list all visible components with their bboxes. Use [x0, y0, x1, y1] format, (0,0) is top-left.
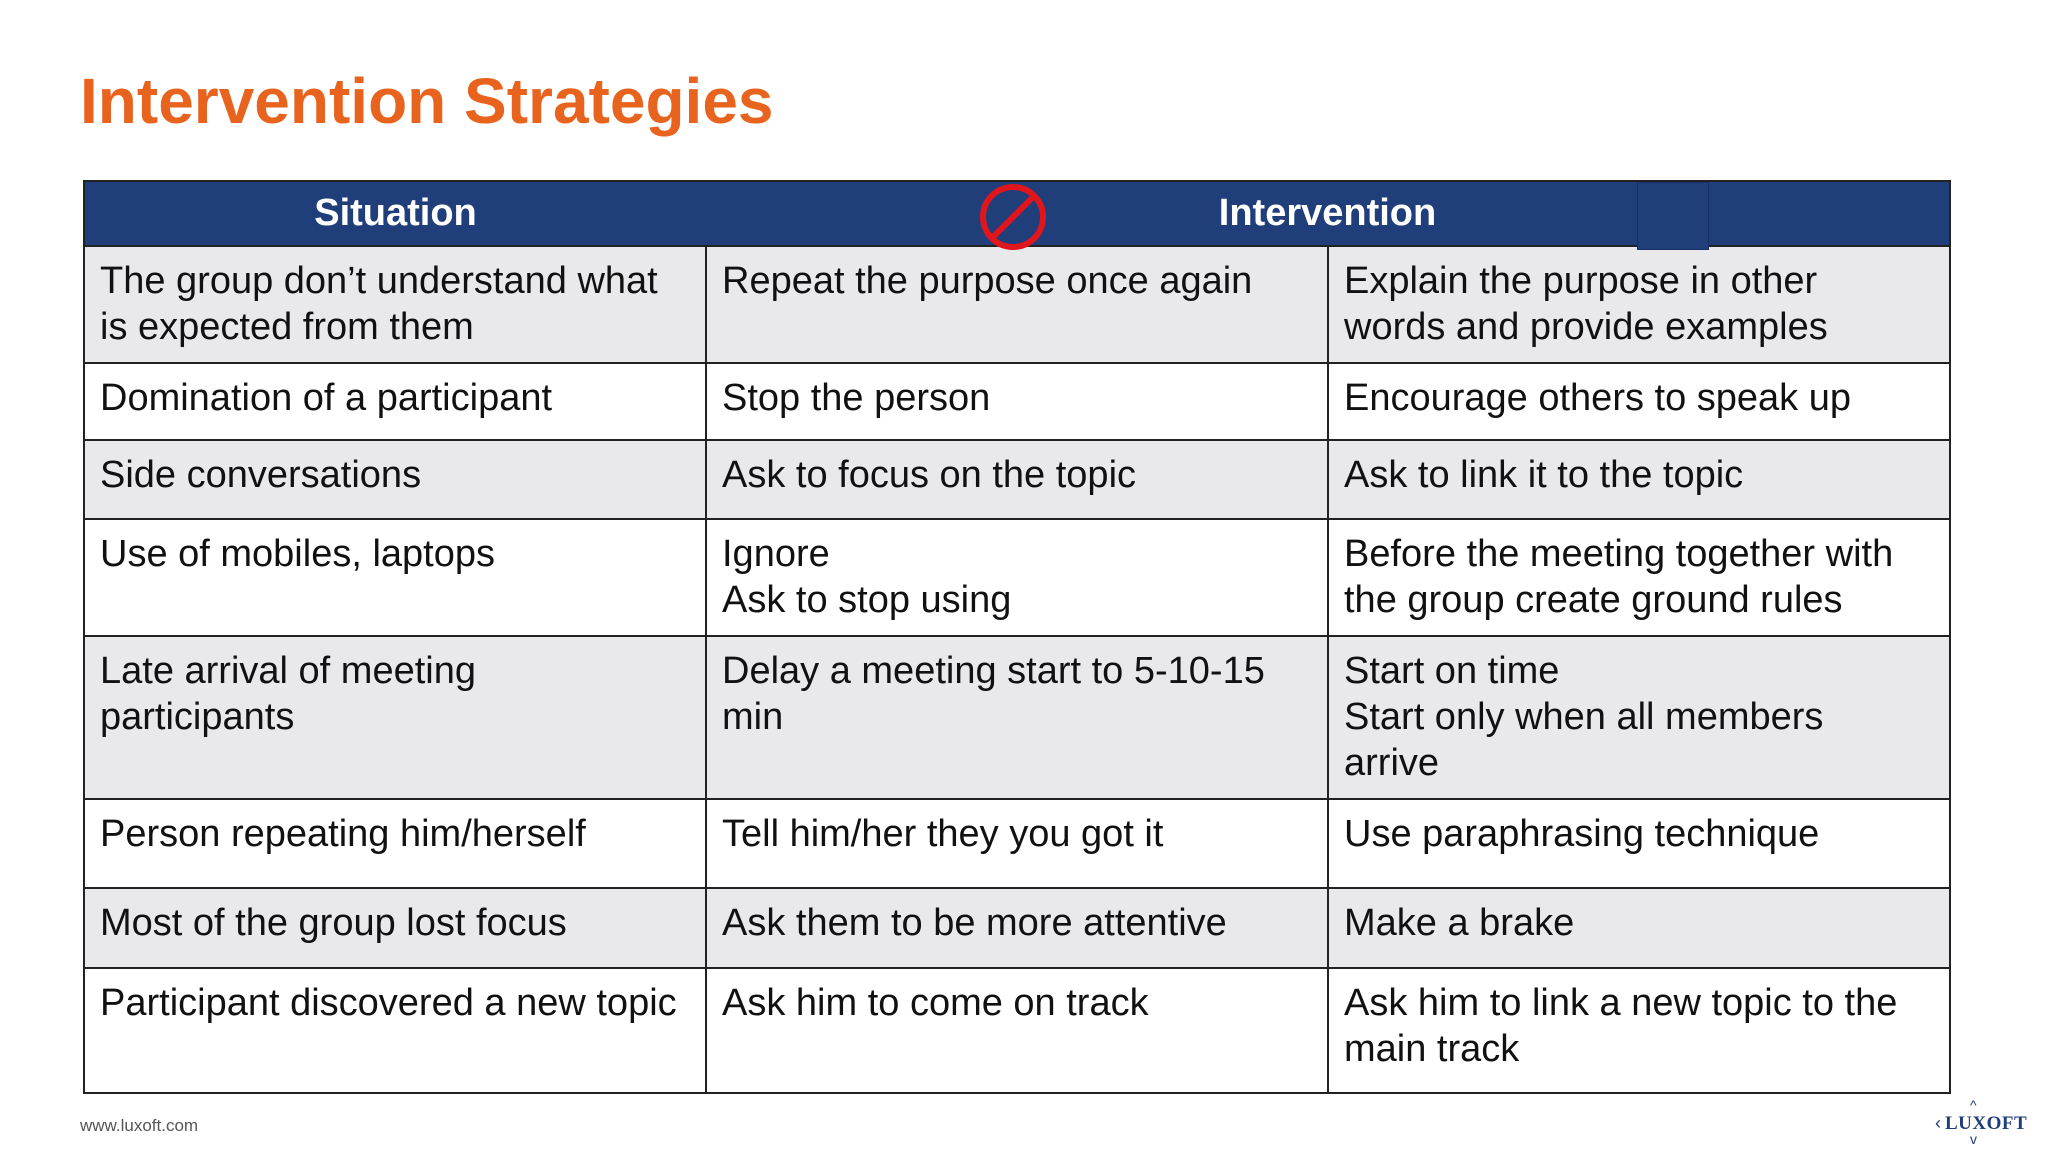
header-situation: Situation	[84, 181, 706, 246]
table-cell-situation	[84, 363, 706, 440]
table-cell-situation	[84, 888, 706, 968]
cell-text-line: Person repeating him/herself	[100, 813, 586, 855]
table-cell-situation	[84, 799, 706, 888]
cell-text-line: Start on time	[1344, 650, 1560, 692]
cell-text-line: Late arrival of meeting	[100, 650, 476, 692]
table-cell-do	[1328, 246, 1950, 363]
table-cell-do	[1328, 440, 1950, 519]
cell-text-line: Start only when all members	[1344, 696, 1824, 738]
cell-text-line: Explain the purpose in other	[1344, 260, 1818, 302]
logo-chevron-left-icon: ‹	[1935, 1113, 1941, 1133]
cell-text-line: Repeat the purpose once again	[722, 260, 1253, 302]
cell-text-line: Stop the person	[722, 377, 991, 419]
table-row	[84, 246, 1950, 363]
cell-text-line: Ask to stop using	[722, 579, 1012, 621]
table-cell-do	[1328, 968, 1950, 1093]
cell-text-line: Ask them to be more attentive	[722, 902, 1227, 944]
cell-text-line: participants	[100, 696, 295, 738]
table-row	[84, 440, 1950, 519]
cell-text-line: Ignore	[722, 533, 830, 575]
table-cell-dont	[706, 968, 1328, 1093]
cell-text-line: Make a brake	[1344, 902, 1575, 944]
no-symbol-icon	[978, 182, 1048, 252]
table-cell-do	[1328, 888, 1950, 968]
cell-text-line: Ask him to link a new topic to the	[1344, 982, 1898, 1024]
table-row	[84, 519, 1950, 636]
table-cell-dont	[706, 799, 1328, 888]
intervention-table	[83, 180, 1951, 1094]
logo-chevron-up-icon: ^	[1970, 1097, 1977, 1113]
cell-text-line: the group create ground rules	[1344, 579, 1843, 621]
cell-text-line: The group don’t understand what	[100, 260, 658, 302]
header-intervention: Intervention	[706, 181, 1950, 246]
table-row	[84, 636, 1950, 799]
table-cell-dont	[706, 246, 1328, 363]
cell-text-line: words and provide examples	[1344, 306, 1828, 348]
cell-text-line: Ask to link it to the topic	[1344, 454, 1744, 496]
cell-text-line: Use paraphrasing technique	[1344, 813, 1820, 855]
table-cell-do	[1328, 636, 1950, 799]
table-cell-situation	[84, 246, 706, 363]
table-cell-dont	[706, 888, 1328, 968]
cell-text-line: Tell him/her they you got it	[722, 813, 1164, 855]
cell-text-line: Before the meeting together with	[1344, 533, 1894, 575]
table-cell-dont	[706, 636, 1328, 799]
table-row	[84, 363, 1950, 440]
table-cell-dont	[706, 519, 1328, 636]
cell-text-line: min	[722, 696, 784, 738]
cell-text-line: Encourage others to speak up	[1344, 377, 1852, 419]
header-placeholder-box	[1637, 182, 1709, 250]
cell-text-line: Ask him to come on track	[722, 982, 1149, 1024]
table-cell-do	[1328, 799, 1950, 888]
table-cell-do	[1328, 519, 1950, 636]
table-row	[84, 968, 1950, 1093]
table-cell-do	[1328, 363, 1950, 440]
table-cell-situation	[84, 968, 706, 1093]
cell-text-line: Side conversations	[100, 454, 422, 496]
table-cell-dont	[706, 363, 1328, 440]
table-row	[84, 888, 1950, 968]
cell-text-line: Delay a meeting start to 5-10-15	[722, 650, 1265, 692]
table-cell-situation	[84, 519, 706, 636]
footer-url[interactable]: www.luxoft.com	[80, 1116, 199, 1135]
table-row	[84, 799, 1950, 888]
table-cell-situation	[84, 636, 706, 799]
luxoft-logo	[1933, 1097, 2028, 1148]
cell-text-line: Use of mobiles, laptops	[100, 533, 495, 575]
cell-text-line: Domination of a participant	[100, 377, 553, 419]
slide-title: Intervention Strategies	[80, 65, 774, 137]
cell-text-line: Ask to focus on the topic	[722, 454, 1137, 496]
cell-text-line: arrive	[1344, 742, 1440, 784]
cell-text-line: Participant discovered a new topic	[100, 982, 677, 1024]
cell-text-line: is expected from them	[100, 306, 474, 348]
cell-text-line: Most of the group lost focus	[100, 902, 567, 944]
table-body	[84, 246, 1950, 1093]
table-cell-dont	[706, 440, 1328, 519]
cell-text-line: main track	[1344, 1028, 1520, 1070]
table-cell-situation	[84, 440, 706, 519]
logo-text: LUXOFT	[1945, 1113, 2028, 1134]
logo-chevron-down-icon: v	[1970, 1131, 1977, 1147]
